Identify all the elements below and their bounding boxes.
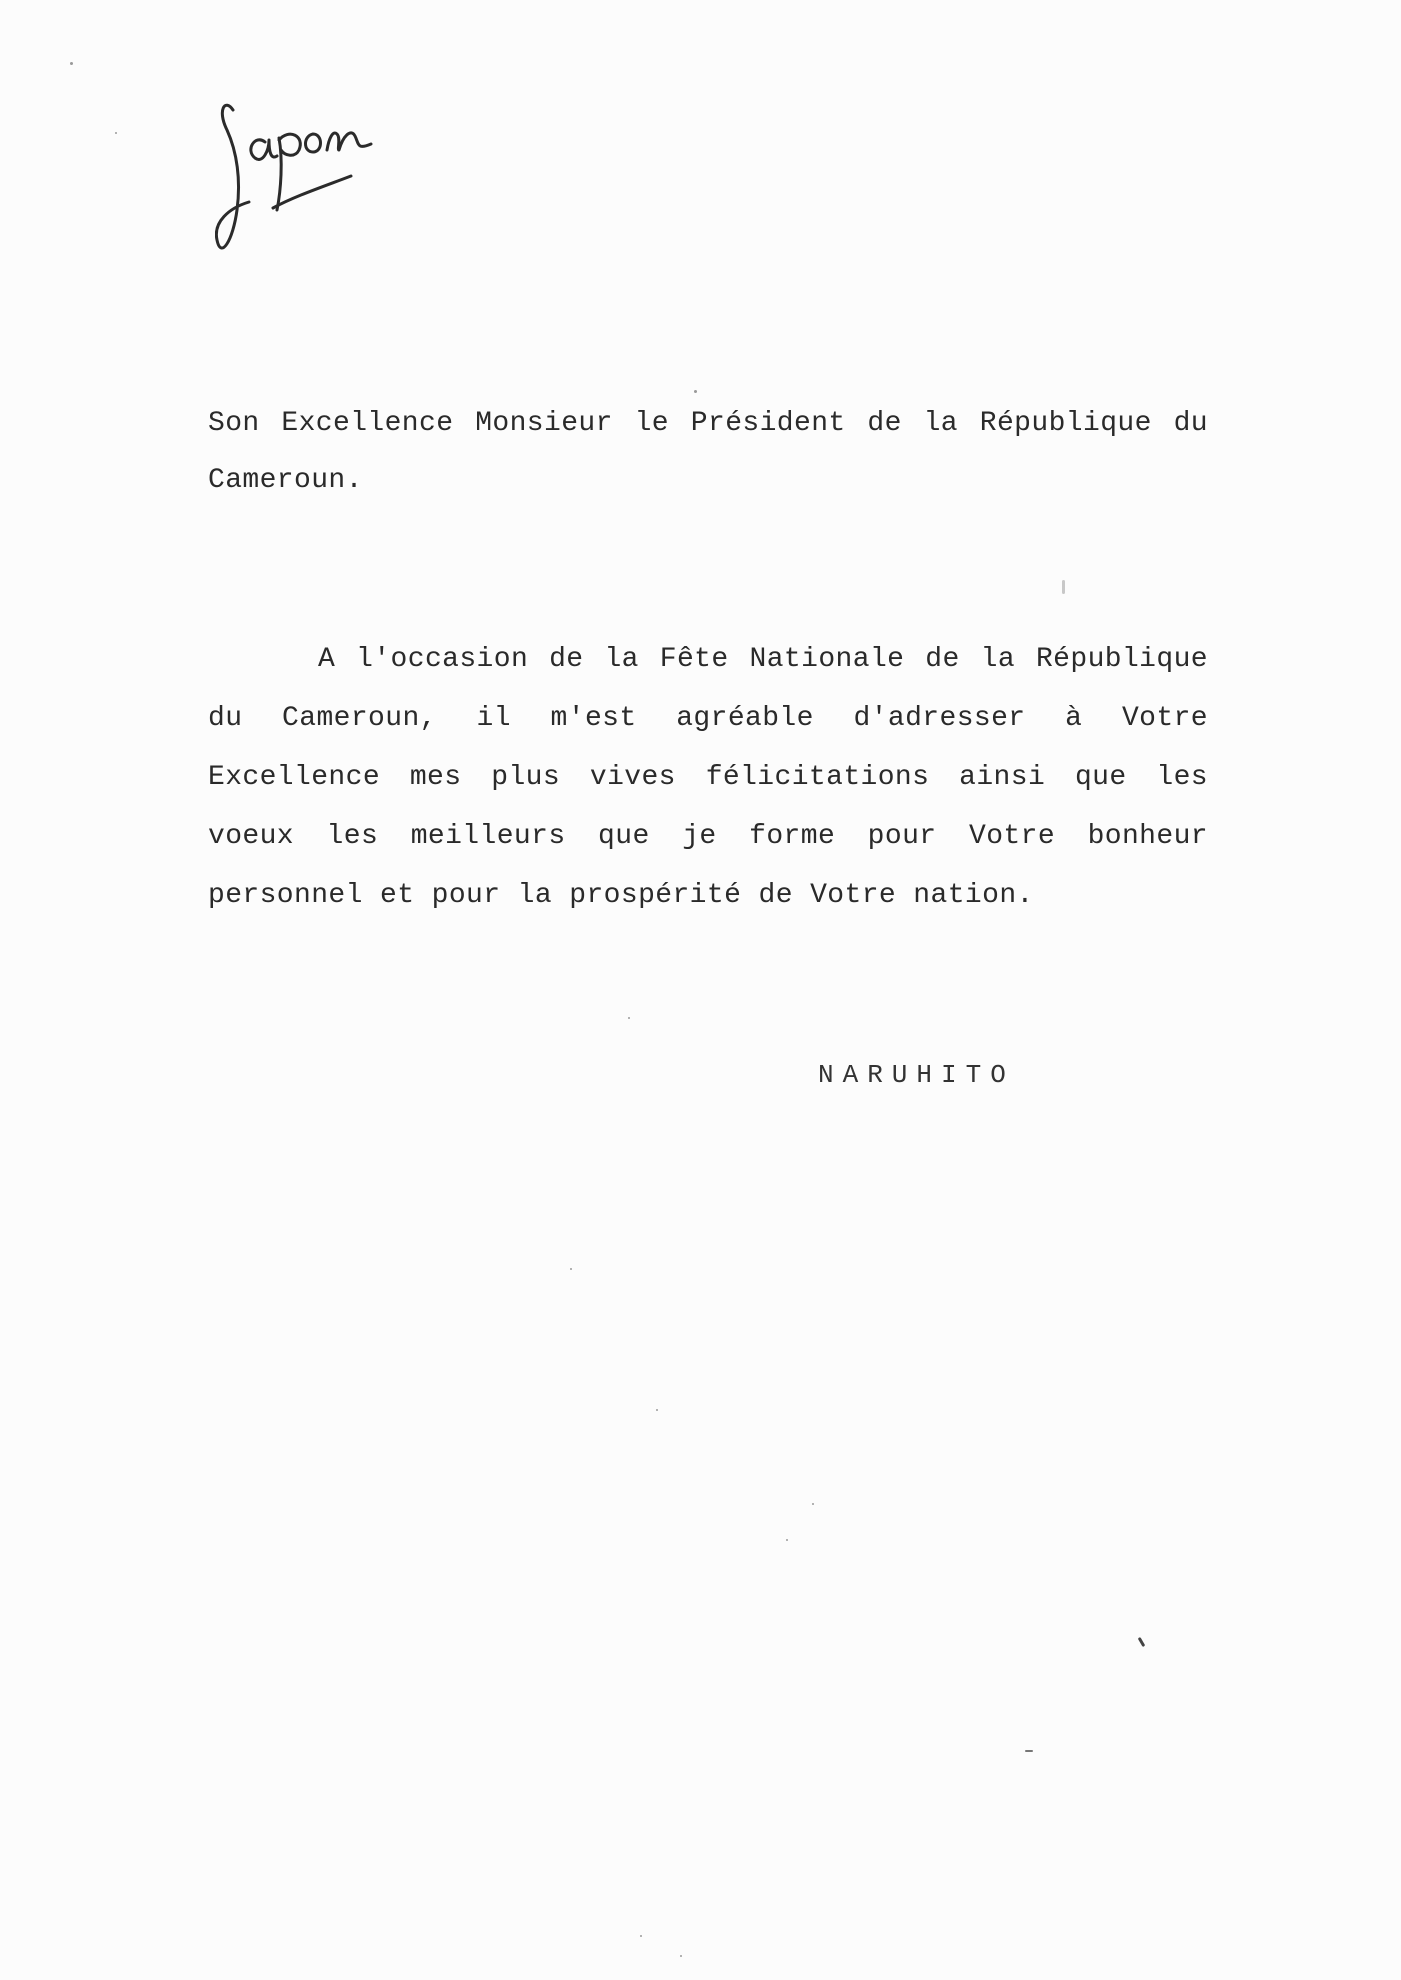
scan-speck bbox=[786, 1539, 788, 1541]
signature-name: NARUHITO bbox=[818, 1060, 1015, 1090]
body-paragraph: A l'occasion de la Fête Nationale de la République du Cameroun, il m'est agréable d'adresser à Votre Excellence mes plus vives félicitations ainsi que les voeux les meilleurs que je forme pour Votre bonheur personnel et pour la prospérité de Votre nation. bbox=[208, 644, 1208, 911]
scan-speck bbox=[570, 1268, 572, 1270]
handwritten-annotation bbox=[215, 90, 405, 270]
scan-speck bbox=[1062, 580, 1065, 594]
scan-speck bbox=[812, 1503, 814, 1505]
handwritten-japon-signature bbox=[215, 90, 405, 270]
addressee-line-1: Son Excellence Monsieur le Président de la République du bbox=[208, 408, 1208, 439]
scan-speck bbox=[1138, 1637, 1146, 1647]
scan-speck bbox=[1025, 1750, 1033, 1752]
scan-speck bbox=[70, 62, 73, 65]
addressee-block bbox=[208, 395, 1208, 509]
letter-body bbox=[208, 630, 1208, 925]
scan-speck bbox=[680, 1955, 682, 1957]
scan-speck bbox=[628, 1017, 630, 1019]
scan-speck bbox=[656, 1409, 658, 1411]
scan-speck bbox=[694, 390, 697, 393]
scan-speck bbox=[115, 132, 117, 134]
addressee-line-2: Cameroun. bbox=[208, 465, 363, 496]
scan-speck bbox=[640, 1935, 642, 1937]
